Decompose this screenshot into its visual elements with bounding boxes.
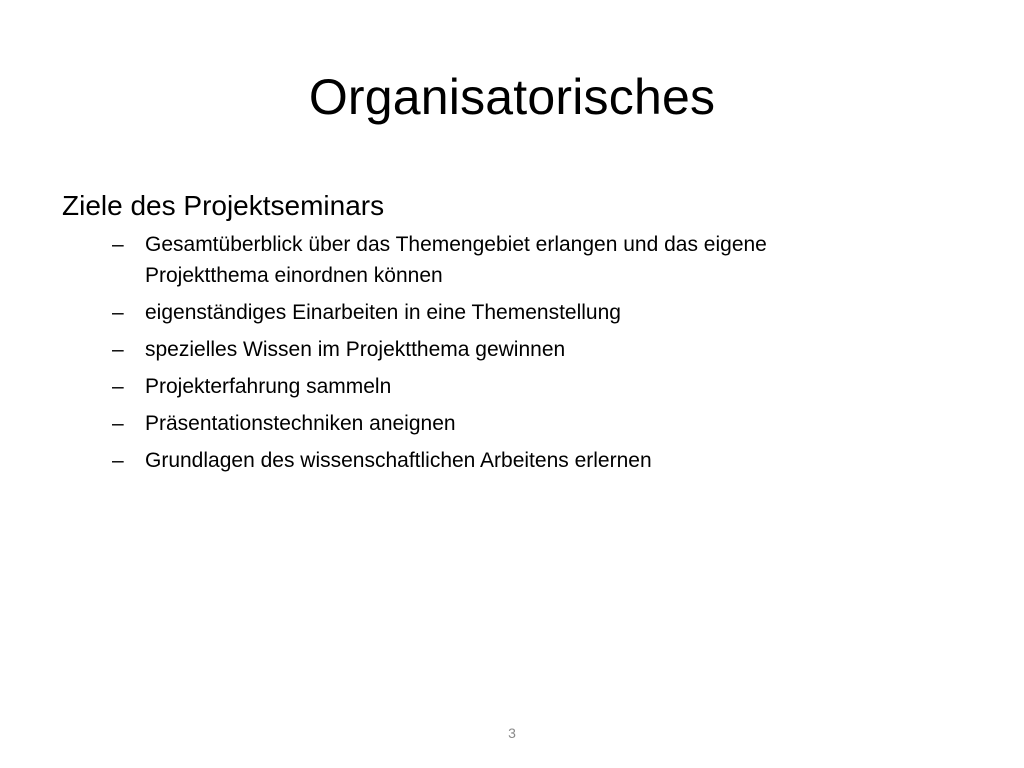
dash-marker: –	[112, 449, 124, 472]
bullet-item	[62, 334, 942, 365]
dash-marker: –	[112, 412, 124, 435]
dash-marker: –	[112, 233, 124, 256]
bullet-text: Präsentationstechniken aneignen	[145, 412, 456, 435]
dash-marker: –	[112, 375, 124, 398]
bullet-item	[62, 371, 942, 402]
slide-title: Organisatorisches	[308, 69, 716, 125]
bullet-text: spezielles Wissen im Projektthema gewinnen	[145, 338, 566, 361]
bullet-text: eigenständiges Einarbeiten in eine Themenstellung	[145, 301, 621, 324]
bullet-text: Projekterfahrung sammeln	[145, 375, 392, 398]
bullet-list	[62, 229, 942, 476]
bullet-item	[62, 445, 942, 476]
dash-marker: –	[112, 338, 124, 361]
bullet-text: Grundlagen des wissenschaftlichen Arbeitens erlernen	[145, 449, 652, 472]
bullet-item	[62, 229, 942, 291]
slide-content	[62, 186, 942, 476]
bullet-item	[62, 297, 942, 328]
section-heading: Ziele des Projektseminars	[62, 190, 385, 221]
dash-marker: –	[112, 301, 124, 324]
bullet-text: Gesamtüberblick über das Themengebiet erlangen und das eigene Projektthema einordnen können	[145, 233, 767, 287]
bullet-item	[62, 408, 942, 439]
page-number: 3	[508, 725, 516, 741]
